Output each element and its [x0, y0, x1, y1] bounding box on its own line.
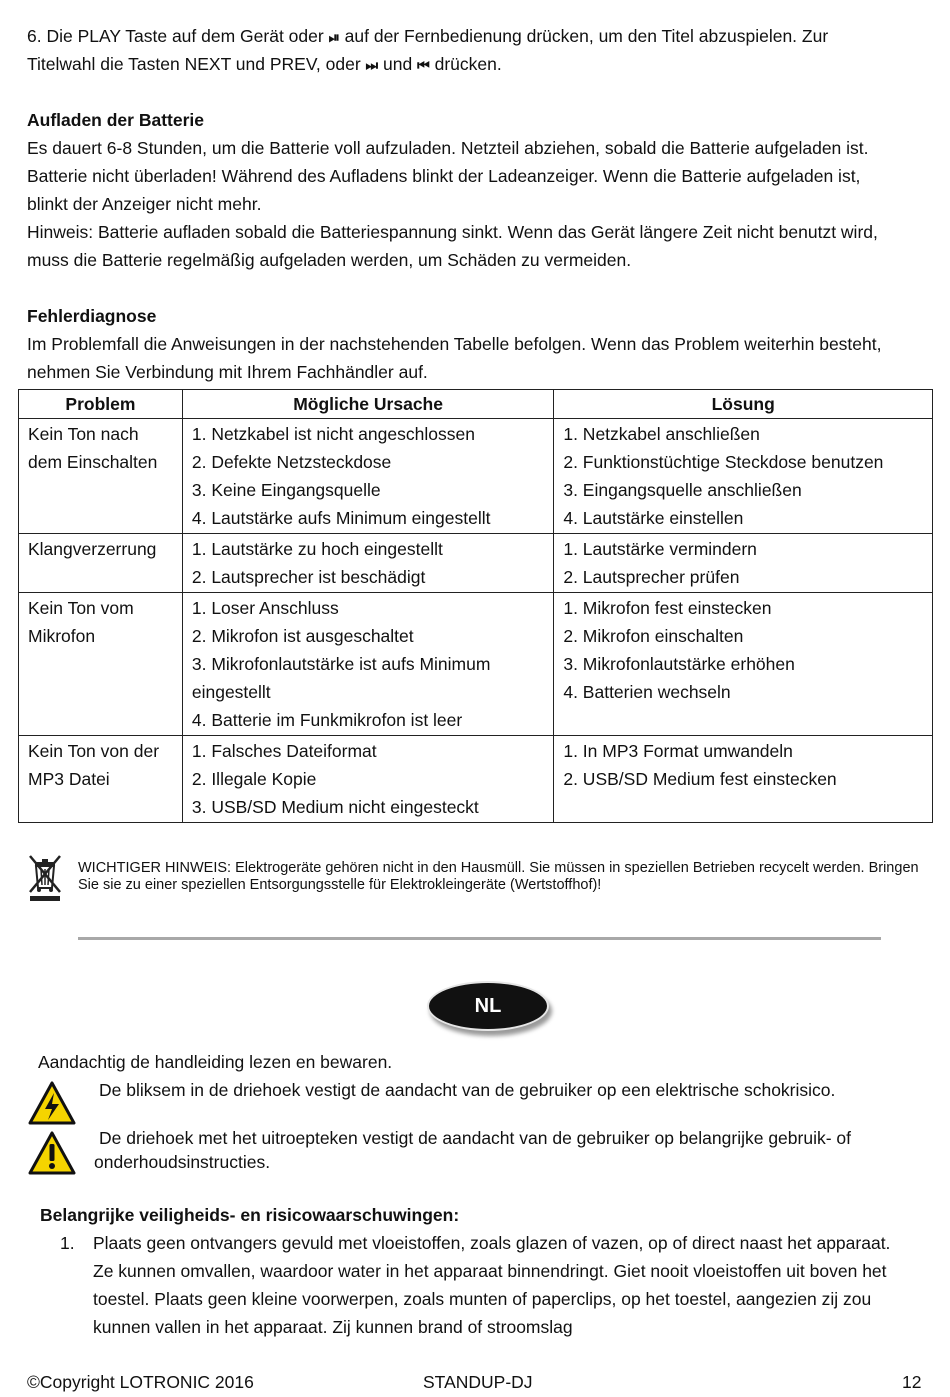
- cause-cell: [182, 593, 553, 736]
- exclamation-warning-icon: [27, 1130, 77, 1176]
- solution-cell: [554, 419, 933, 534]
- cause-item: 2. Mikrofon ist ausgeschaltet: [191, 626, 414, 646]
- solution-item: 2. Funktionstüchtige Steckdose benutzen: [563, 452, 884, 472]
- footer-copyright: ©Copyright LOTRONIC 2016: [27, 1372, 254, 1392]
- next-track-icon: ⏭: [365, 58, 379, 74]
- problem-line: Kein Ton vom: [28, 598, 134, 618]
- play-instruction-line1: [27, 22, 917, 52]
- section-divider: [78, 937, 881, 940]
- problem-line: Kein Ton nach: [28, 424, 139, 444]
- diagnosis-heading: Fehlerdiagnose: [27, 306, 157, 326]
- language-badge-nl: NL: [427, 981, 549, 1031]
- problem-cell: [19, 593, 183, 736]
- problem-cell: [19, 534, 183, 593]
- solution-item: 1. In MP3 Format umwandeln: [563, 741, 793, 761]
- table-row: [19, 736, 933, 823]
- text: Titelwahl die Tasten NEXT und PREV, oder: [27, 54, 361, 74]
- exclamation-warning-text: De driehoek met het uitroepteken vestigt de aandacht van de gebruiker op belangrijke gebruik- of onderhoudsinstructies.: [94, 1128, 851, 1172]
- solution-item: 2. Mikrofon einschalten: [563, 626, 744, 646]
- table-row: [19, 419, 933, 534]
- text: und: [383, 54, 413, 74]
- weee-notice: WICHTIGER HINWEIS: Elektrogeräte gehören nicht in den Hausmüll. Sie müssen in speziellen Betrieben recycelt werden. Bringen Sie sie zu einer speziellen Entsorgungsstelle für Elektrokleingeräte (Wertstoffhof)!: [78, 860, 919, 893]
- cause-cell: [182, 534, 553, 593]
- header-solution: Lösung: [554, 390, 933, 419]
- play-pause-icon: ⏯: [328, 30, 340, 46]
- previous-track-icon: ⏮: [417, 58, 430, 74]
- problem-cell: [19, 419, 183, 534]
- cause-item: 2. Lautsprecher ist beschädigt: [191, 567, 426, 587]
- cause-item: 2. Defekte Netzsteckdose: [191, 452, 392, 472]
- solution-item: 4. Lautstärke einstellen: [563, 508, 744, 528]
- footer-model: STANDUP-DJ: [423, 1372, 533, 1392]
- list-number: 1.: [60, 1233, 75, 1253]
- battery-text: Es dauert 6-8 Stunden, um die Batterie voll aufzuladen. Netzteil abziehen, sobald die Batterie aufgeladen ist. Batterie nicht überladen! Während des Aufladens blinkt der Ladeanzeiger. Wenn die Batterie aufgeladen ist, blinkt der Anzeiger nicht mehr.: [27, 138, 869, 214]
- cause-item: 1. Loser Anschluss: [191, 598, 339, 618]
- cause-item: 1. Lautstärke zu hoch eingestellt: [191, 539, 443, 559]
- solution-item: 1. Lautstärke vermindern: [563, 539, 757, 559]
- lightning-warning-text: De bliksem in de driehoek vestigt de aandacht van de gebruiker op een elektrische schokrisico.: [99, 1080, 836, 1100]
- table-row: [19, 593, 933, 736]
- footer-page-number: 12: [902, 1372, 922, 1392]
- text: auf der Fernbedienung drücken, um den Titel abzuspielen. Zur: [344, 26, 829, 46]
- list-text: Plaats geen ontvangers gevuld met vloeistoffen, zoals glazen of vazen, op of direct naast het apparaat. Ze kunnen omvallen, waardoor water in het apparaat binnendringt. Giet nooit vloeistoffen uit boven het toestel. Plaats geen kleine voorwerpen, zoals munten of paperclips, op het toestel, aangezien zij zou kunnen vallen in het apparaat. Zij kunnen brand of stroomslag: [93, 1233, 891, 1337]
- cause-item: 2. Illegale Kopie: [191, 769, 317, 789]
- header-problem: Problem: [19, 390, 183, 419]
- safety-heading: Belangrijke veiligheids- en risicowaarschuwingen:: [40, 1205, 460, 1225]
- nl-intro: Aandachtig de handleiding lezen en bewaren.: [38, 1052, 393, 1072]
- text: drücken.: [434, 54, 502, 74]
- solution-item: 2. USB/SD Medium fest einstecken: [563, 769, 837, 789]
- cause-cell: [182, 419, 553, 534]
- play-instruction-line2: [27, 50, 917, 80]
- battery-heading: Aufladen der Batterie: [27, 110, 204, 130]
- cause-item: 1. Netzkabel ist nicht angeschlossen: [191, 424, 475, 444]
- troubleshooting-table: [18, 389, 933, 823]
- solution-item: 3. Mikrofonlautstärke erhöhen: [563, 654, 795, 674]
- table-row: [19, 534, 933, 593]
- text: 6. Die PLAY Taste auf dem Gerät oder: [27, 26, 324, 46]
- cause-item: 4. Lautstärke aufs Minimum eingestellt: [191, 508, 491, 528]
- problem-cell: [19, 736, 183, 823]
- cause-item: 3. Keine Eingangsquelle: [191, 480, 381, 500]
- cause-item: 1. Falsches Dateiformat: [191, 741, 377, 761]
- solution-item: 4. Batterien wechseln: [563, 682, 731, 702]
- solution-cell: [554, 593, 933, 736]
- problem-line: MP3 Datei: [28, 769, 110, 789]
- cause-item: 3. Mikrofonlautstärke ist aufs Minimum eingestellt: [191, 654, 491, 702]
- crossed-out-bin-icon: [26, 852, 64, 902]
- problem-line: Kein Ton von der: [28, 741, 160, 761]
- table-header-row: [19, 390, 933, 419]
- solution-item: 3. Eingangsquelle anschließen: [563, 480, 802, 500]
- solution-item: 1. Mikrofon fest einstecken: [563, 598, 772, 618]
- solution-cell: [554, 736, 933, 823]
- problem-line: Klangverzerrung: [28, 539, 157, 559]
- problem-line: dem Einschalten: [28, 452, 158, 472]
- diagnosis-intro: Im Problemfall die Anweisungen in der nachstehenden Tabelle befolgen. Wenn das Problem weiterhin besteht, nehmen Sie Verbindung mit Ihrem Fachhändler auf.: [27, 334, 882, 382]
- battery-note: Hinweis: Batterie aufladen sobald die Batteriespannung sinkt. Wenn das Gerät längere Zeit nicht benutzt wird, muss die Batterie regelmäßig aufgeladen werden, um Schäden zu vermeiden.: [27, 222, 878, 270]
- cause-item: 3. USB/SD Medium nicht eingesteckt: [191, 797, 479, 817]
- header-cause: Mögliche Ursache: [182, 390, 553, 419]
- solution-item: 2. Lautsprecher prüfen: [563, 567, 740, 587]
- cause-item: 4. Batterie im Funkmikrofon ist leer: [191, 710, 463, 730]
- cause-cell: [182, 736, 553, 823]
- lightning-warning-icon: [27, 1080, 77, 1126]
- problem-line: Mikrofon: [28, 626, 96, 646]
- solution-item: 1. Netzkabel anschließen: [563, 424, 760, 444]
- solution-cell: [554, 534, 933, 593]
